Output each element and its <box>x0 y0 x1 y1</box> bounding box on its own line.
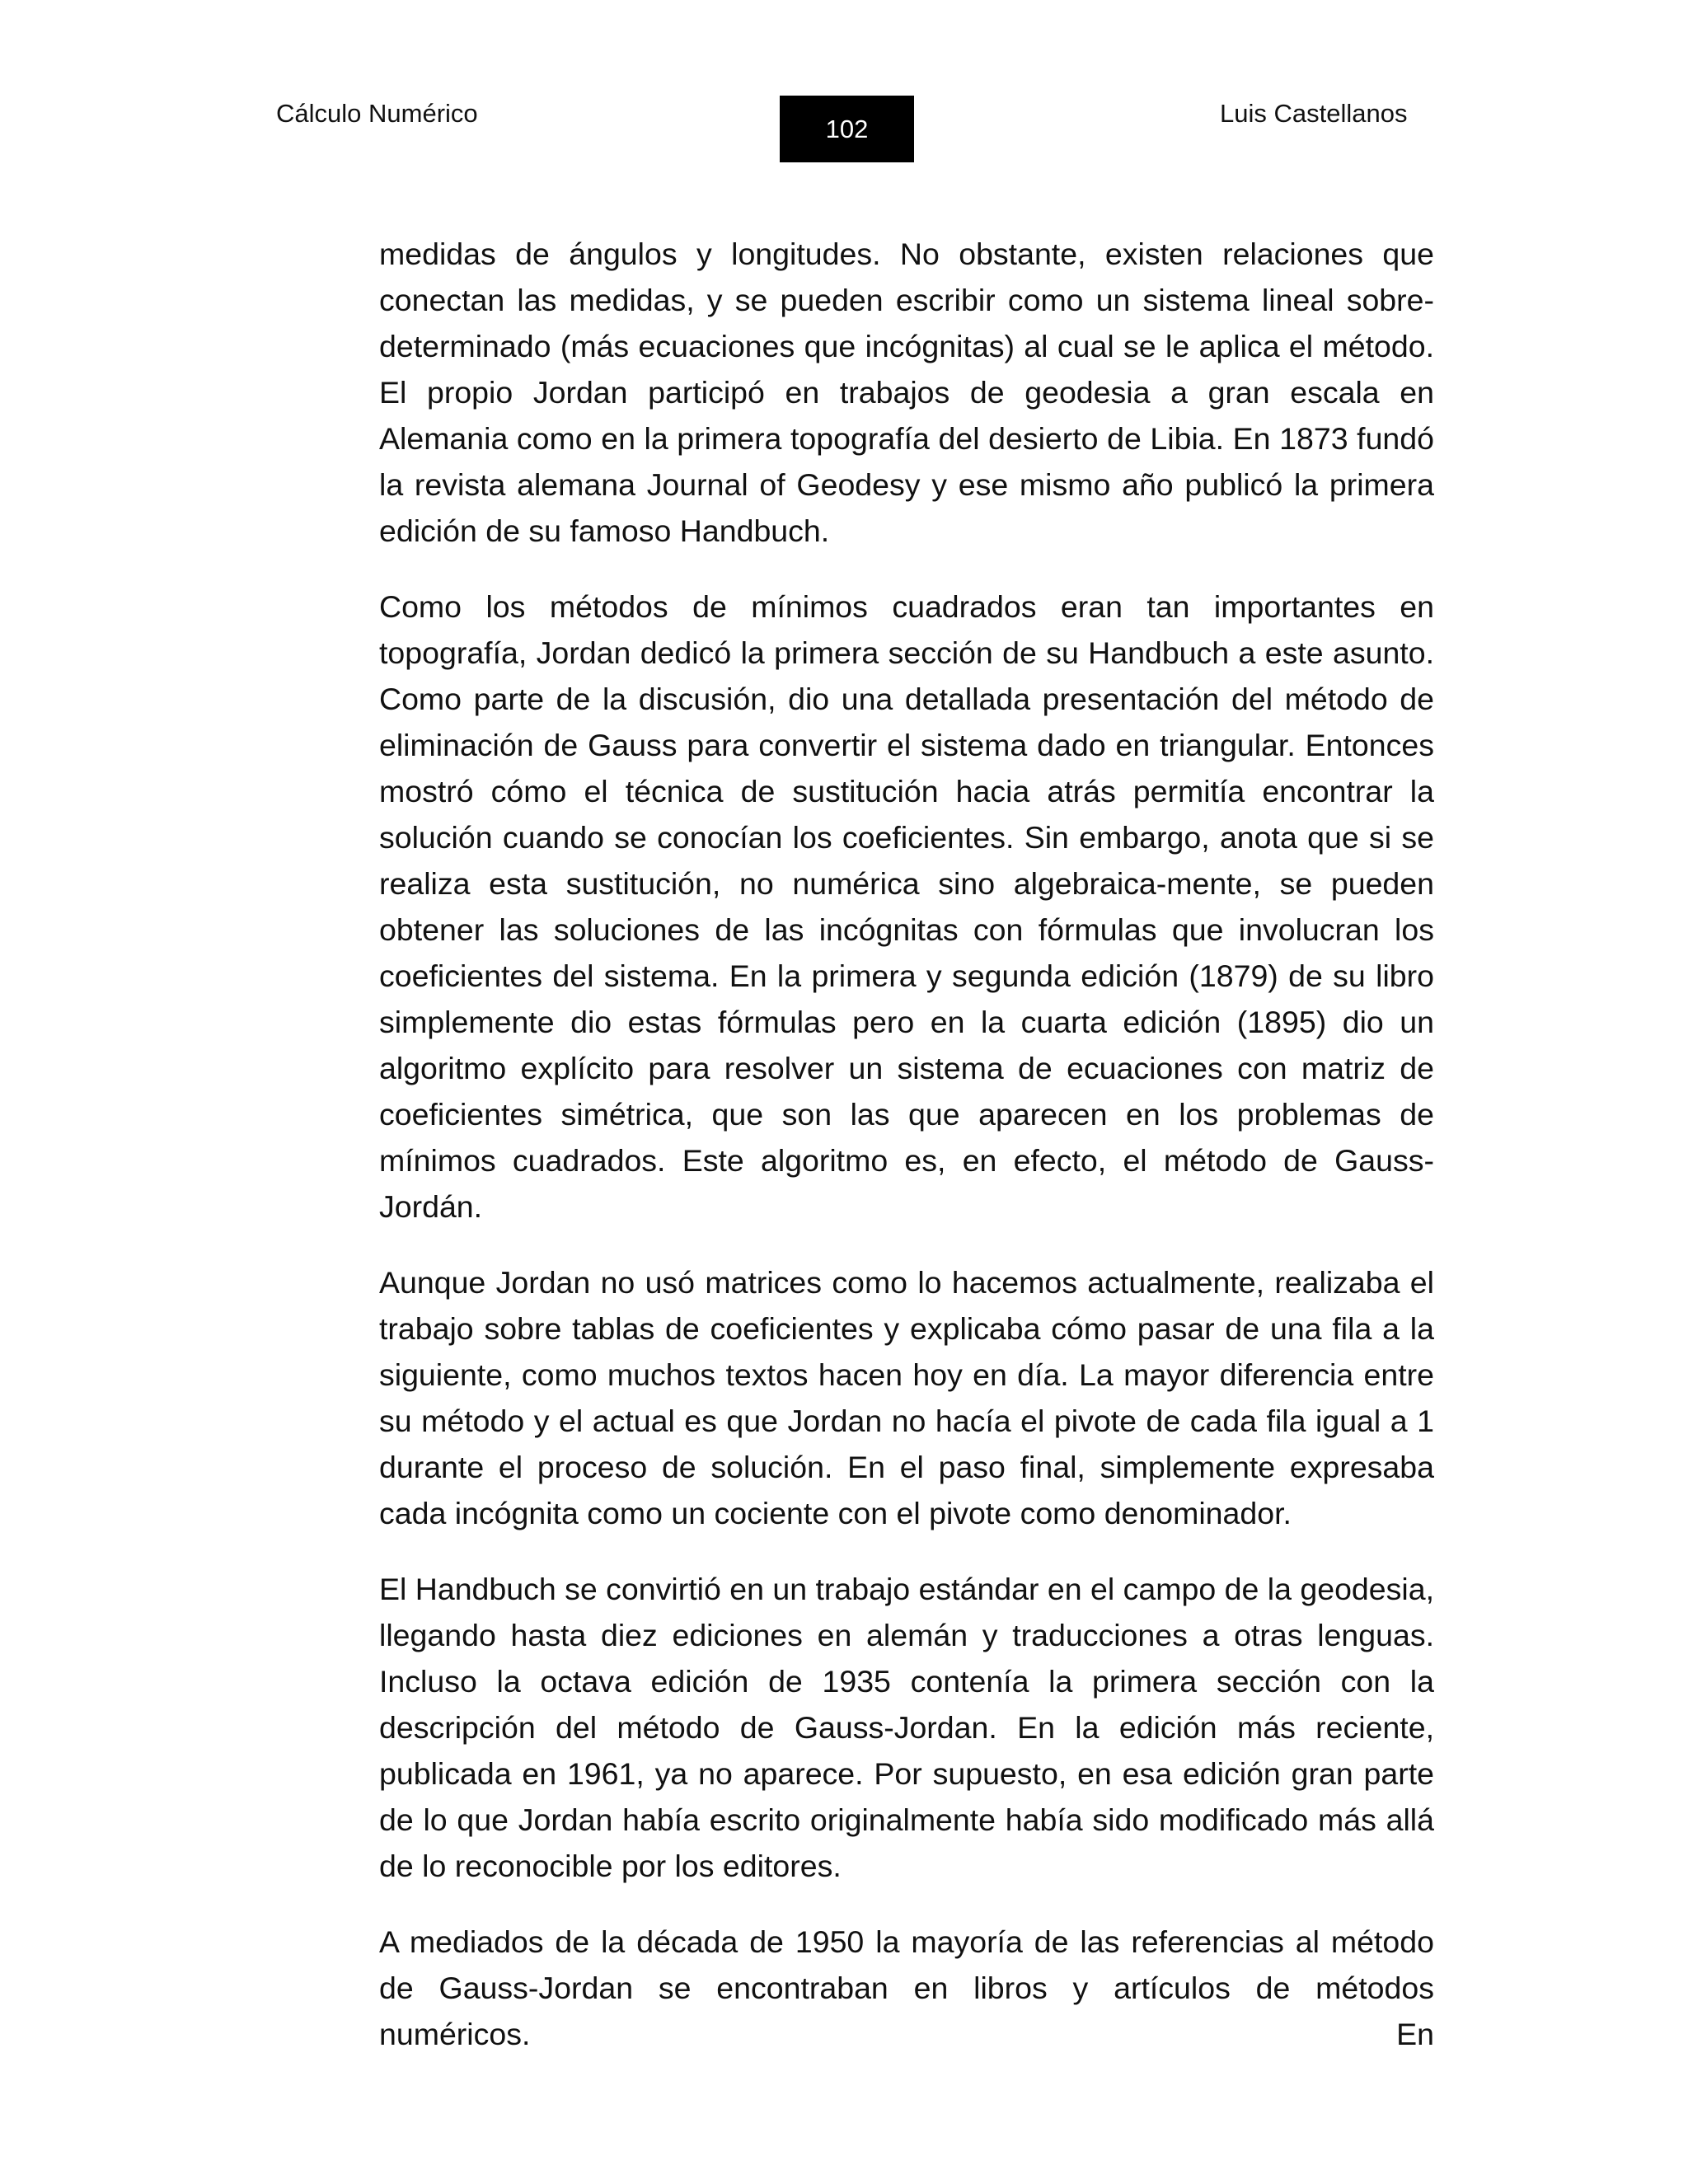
paragraph-1: medidas de ángulos y longitudes. No obstante, existen relaciones que conectan las medidas, y se pueden escribir como un sistema lineal sobre-determinado (más ecuaciones que incógnitas) al cual se le aplica el método. El propio Jordan participó en trabajos de geodesia a gran escala en Alemania como en la primera topografía del desierto de Libia. En 1873 fundó la revista alemana Journal of Geodesy y ese mismo año publicó la primera edición de su famoso Handbuch. <box>379 237 1434 548</box>
paragraph-2: Como los métodos de mínimos cuadrados eran tan importantes en topografía, Jordan dedicó la primera sección de su Handbuch a este asunto. Como parte de la discusión, dio una detallada presentación del método de eliminación de Gauss para convertir el sistema dado en triangular. Entonces mostró cómo el técnica de sustitución hacia atrás permitía encontrar la solución cuando se conocían los coeficientes. Sin embargo, anota que si se realiza esta sustitución, no numérica sino algebraica-mente, se pueden obtener las soluciones de las incógnitas con fórmulas que involucran los coeficientes del sistema. En la primera y segunda edición (1879) de su libro simplemente dio estas fórmulas pero en la cuarta edición (1895) dio un algoritmo explícito para resolver un sistema de ecuaciones con matriz de coeficientes simétrica, que son las que aparecen en los problemas de mínimos cuadrados. Este algoritmo es, en efecto, el método de Gauss-Jordán. <box>379 589 1434 1224</box>
body-text <box>379 231 1434 2087</box>
paragraph-4: El Handbuch se convirtió en un trabajo estándar en el campo de la geodesia, llegando hasta diez ediciones en alemán y traducciones a otras lenguas. Incluso la octava edición de 1935 contenía la primera sección con la descripción del método de Gauss-Jordan. En la edición más reciente, publicada en 1961, ya no aparece. Por supuesto, en esa edición gran parte de lo que Jordan había escrito originalmente había sido modificado más allá de lo reconocible por los editores. <box>379 1572 1434 1883</box>
paragraph-3: Aunque Jordan no usó matrices como lo hacemos actualmente, realizaba el trabajo sobre tablas de coeficientes y explicaba cómo pasar de una fila a la siguiente, como muchos textos hacen hoy en día. La mayor diferencia entre su método y el actual es que Jordan no hacía el pivote de cada fila igual a 1 durante el proceso de solución. En el paso final, simplemente expresaba cada incógnita como un cociente con el pivote como denominador. <box>379 1265 1434 1530</box>
paragraph-5: A mediados de la década de 1950 la mayoría de las referencias al método de Gauss-Jordan se encontraban en libros y artículos de métodos numéricos. En <box>379 1924 1434 2051</box>
running-header-author: Luis Castellanos <box>1220 99 1408 128</box>
page-number-box <box>780 96 914 162</box>
page-number: 102 <box>825 114 869 143</box>
running-header-title: Cálculo Numérico <box>276 99 478 128</box>
